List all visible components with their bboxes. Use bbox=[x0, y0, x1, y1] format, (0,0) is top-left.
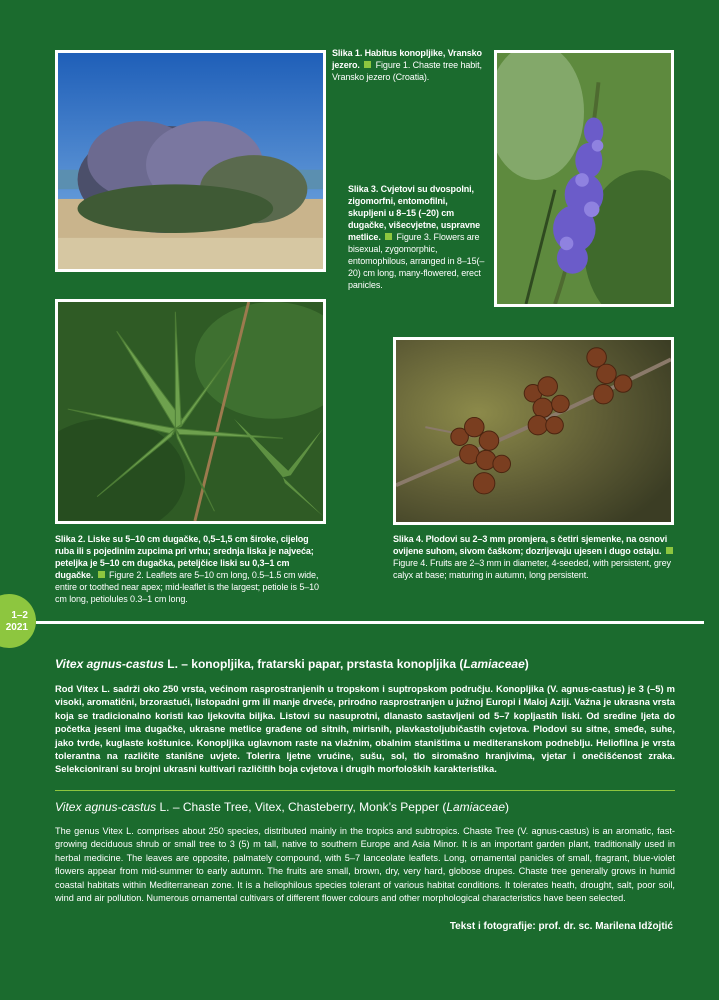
green-square-icon bbox=[666, 547, 673, 554]
title-close-en: ) bbox=[505, 800, 510, 814]
photo-habit bbox=[55, 50, 326, 272]
figure-1-caption bbox=[332, 47, 482, 83]
title-close-hr: ) bbox=[524, 657, 529, 671]
photo-flowers bbox=[494, 50, 674, 307]
green-square-icon bbox=[364, 61, 371, 68]
photo-leaves bbox=[55, 299, 326, 524]
figure-1-caption-hr: Slika 1. Habitus konopljike, Vransko jezero. bbox=[332, 48, 482, 70]
figure-2-caption-en: Figure 2. Leaflets are 5–10 cm long, 0.5–1.5 cm wide, entire or toothed near apex; mid-leaflet is the largest; petiole is 5–10 cm long, petiolules 0.3–1 cm long. bbox=[55, 570, 319, 604]
figure-4-caption-en: Figure 4. Fruits are 2–3 mm in diameter, 4-seeded, with persistent, grey calyx at base; maturing in autumn, long persistent. bbox=[393, 558, 671, 580]
species-name-en: Vitex agnus-castus bbox=[55, 800, 157, 814]
figure-3-caption-en: Figure 3. Flowers are bisexual, zygomorphic, entomophilous, arranged in 8–15(–20) cm long, many-flowered, erect panicles. bbox=[348, 232, 485, 290]
figure-3-caption bbox=[348, 183, 488, 291]
page-year: 2021 bbox=[5, 622, 28, 633]
title-rest-hr: L. – konopljika, fratarski papar, prstasta konopljika ( bbox=[163, 657, 464, 671]
figure-2-caption-hr: Slika 2. Liske su 5–10 cm dugačke, 0,5–1,5 cm široke, cijelog ruba ili s pojedinim zupcima pri vrhu; srednja liska je najveća; peteljka je 5–10 cm dugačka, peteljčice liski su 0,3–1 cm dugačke. bbox=[55, 534, 314, 580]
species-name-hr: Vitex agnus-castus bbox=[55, 657, 164, 671]
figure-4-caption bbox=[393, 533, 675, 581]
body-text-hr: Rod Vitex L. sadrži oko 250 vrsta, većinom rasprostranjenih u tropskom i suptropskom području. Konopljika (V. agnus-castus) je 3 (–5) m visoki, aromatični, brzorastući, listopadni grm ili manje drveće, prirodno rasprostranjen u južnoj Europi i Maloj Aziji. Važna je ukrasna vrsta koja se tradicionalno koristi kao ljekovita biljka. Listovi su nasuprotni, dlanasto sastavljeni od 5–7 kopljastih liski. Od sredine ljeta do početka jeseni ima dugačke, ukrasne metlice građene od sitnih, mirisnih, plavkastoljubičastih cvjetova. Plodovi su sitne, smeđe, suhe, jako tvrde, kuglaste koštunice. Konopljika uglavnom raste na vlažnim, obalnim staništima u mediteranskom podneblju. Heliofilna je vrsta tolerantna na različite stanišne uvjete. Tolerira ljetne vrućine, sušu, sol, tlo siromašno hranjivima, vjetar i onečišćenost zraka. Selekcionirani su brojni ukrasni kultivari različitih boja cvjetova i drugih morfoloških karakteristika. bbox=[55, 683, 675, 775]
section-title-en bbox=[55, 799, 509, 815]
page-number: 1–2 bbox=[11, 610, 28, 621]
family-name-hr: Lamiaceae bbox=[463, 657, 525, 671]
language-divider bbox=[55, 790, 675, 791]
figure-3-caption-hr: Slika 3. Cvjetovi su dvospolni, zigomorfni, entomofilni, skupljeni u 8–15 (–20) cm dugačke, višecvjetne, uspravne metlice. bbox=[348, 184, 481, 242]
figure-2-caption bbox=[55, 533, 330, 605]
photo-fruits bbox=[393, 337, 674, 525]
title-rest-en: L. – Chaste Tree, Vitex, Chasteberry, Monk’s Pepper ( bbox=[156, 800, 447, 814]
photo-credit: Tekst i fotografije: prof. dr. sc. Marilena Idžojtić bbox=[449, 921, 673, 932]
green-square-icon bbox=[98, 571, 105, 578]
figure-1-caption-en: Figure 1. Chaste tree habit, Vransko jezero (Croatia). bbox=[332, 60, 482, 82]
section-title-hr bbox=[55, 656, 529, 672]
family-name-en: Lamiaceae bbox=[446, 800, 506, 814]
green-square-icon bbox=[385, 233, 392, 240]
figure-4-caption-hr: Slika 4. Plodovi su 2–3 mm promjera, s četiri sjemenke, na osnovi ovijene suhom, sivom čaškom; dozrijevaju ujesen i dugo ostaju. bbox=[393, 534, 668, 556]
page-number-badge bbox=[0, 594, 36, 648]
body-text-en: The genus Vitex L. comprises about 250 species, distributed mainly in the tropics and subtropics. Chaste Tree (V. agnus-castus) is an aromatic, fast-growing deciduous shrub or small tree to 3 (5) m tall, native to southern Europe and Asia Minor. It is an important garden plant, traditionally used in herbal medicine. The leaves are opposite, palmately compound, with 5–7 lanceolate leaflets. Long, ornamental panicles of small, fragrant, blue-violet flowers appear from mid-summer to early autumn. The fruits are small, brown, dry, very hard, globose drupes. Chaste tree generally grows in humid coastal habitats within Mediterranean zone. It is a heliophilous species tolerant of various habitat conditions. It tolerates heath, drought, salt, poor soil, wind and air pollution. Numerous ornamental cultivars of different flower colours and other morphological characteristics have been selected. bbox=[55, 826, 675, 904]
section-divider bbox=[36, 621, 704, 624]
